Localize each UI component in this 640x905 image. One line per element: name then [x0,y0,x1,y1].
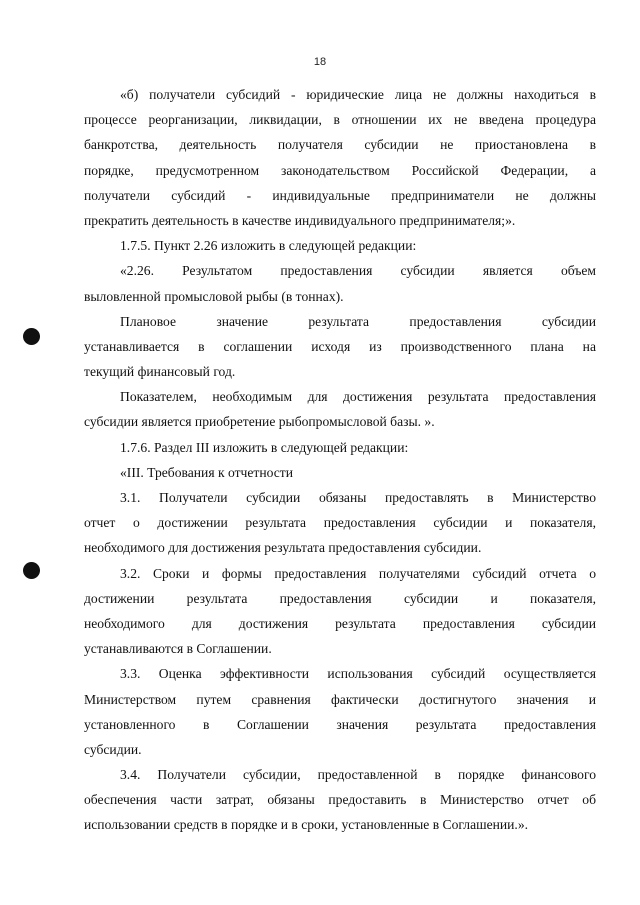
text-line: отчет о достижении результата предоставления субсидии и показателя, [84,515,596,531]
text-line: «III. Требования к отчетности [120,464,294,480]
text-line: 3.3. Оценка эффективности использования субсидий осуществляется [120,666,596,682]
text-line: 3.4. Получатели субсидии, предоставленной в порядке финансового [120,767,596,783]
text-line: 1.7.5. Пункт 2.26 изложить в следующей редакции: [120,238,417,254]
text-line: устанавливаются в Соглашении. [84,641,272,657]
text-line: 1.7.6. Раздел III изложить в следующей редакции: [120,439,409,455]
text-line: субсидии. [84,741,142,757]
text-line: обеспечения части затрат, обязаны предоставить в Министерство отчет об [84,792,596,808]
text-line: выловленной промысловой рыбы (в тоннах). [84,288,344,304]
punch-hole-mark [23,562,40,579]
text-line: прекратить деятельность в качестве индивидуального предпринимателя;». [84,212,516,228]
text-line: использовании средств в порядке и в сроки, установленные в Соглашении.». [84,817,529,833]
text-line: установленного в Соглашении значения результата предоставления [84,716,596,732]
text-line: достижении результата предоставления субсидии и показателя, [84,590,596,606]
text-line: устанавливается в соглашении исходя из производственного плана на [84,338,596,354]
text-line: Плановое значение результата предоставления субсидии [120,313,596,329]
text-line: необходимого для достижения результата предоставления субсидии [84,615,596,631]
text-line: получатели субсидий - индивидуальные предприниматели не должны [84,187,596,203]
text-line: Показателем, необходимым для достижения результата предоставления [120,389,596,405]
text-line: порядке, предусмотренном законодательством Российской Федерации, а [84,162,596,178]
text-line: банкротства, деятельность получателя субсидии не приостановлена в [84,137,596,153]
text-line: 3.1. Получатели субсидии обязаны предоставлять в Министерство [120,490,596,505]
text-line: необходимого для достижения результата предоставления субсидии. [84,540,482,556]
text-line: процессе реорганизации, ликвидации, в отношении их не введена процедура [84,112,596,128]
text-line: субсидии является приобретение рыбопромысловой базы. ». [84,414,435,430]
text-line: текущий финансовый год. [84,364,236,380]
text-line: «б) получатели субсидий - юридические лица не должны находиться в [120,87,596,102]
text-line: «2.26. Результатом предоставления субсидии является объем [120,263,596,279]
text-line: 3.2. Сроки и формы предоставления получателями субсидий отчета о [120,565,596,581]
punch-hole-mark [23,328,40,345]
text-line: Министерством путем сравнения фактически достигнутого значения и [84,691,596,707]
document-body [84,82,596,838]
page-number: 18 [313,56,327,68]
